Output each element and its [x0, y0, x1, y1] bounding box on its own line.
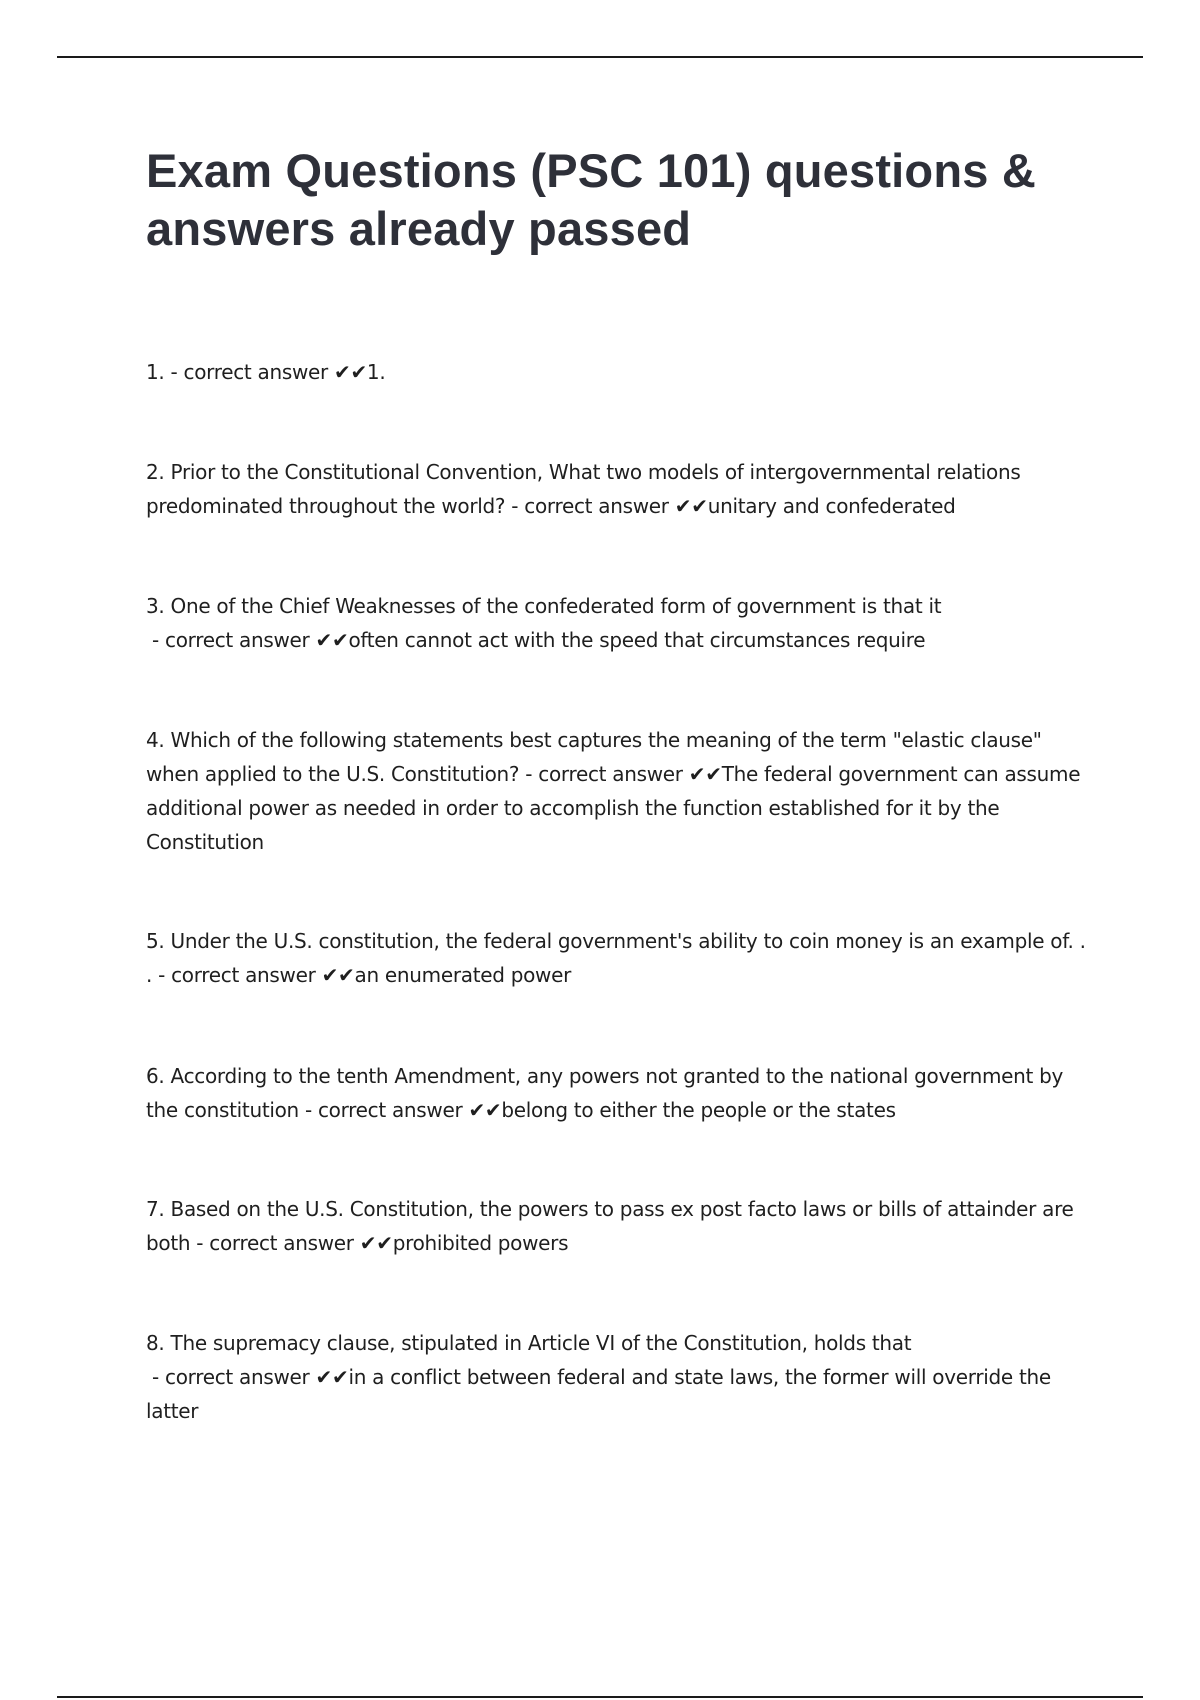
answer-text: in a conflict between federal and state laws, the former will override the latter [146, 1365, 1051, 1423]
question-text: 7. Based on the U.S. Constitution, the powers to pass ex post facto laws or bills of attainder are both [146, 1197, 1074, 1255]
question-text: 8. The supremacy clause, stipulated in Article VI of the Constitution, holds that [146, 1331, 912, 1355]
check-marks-icon: ✔✔ [315, 1365, 349, 1389]
qa-item-5 [146, 924, 1096, 992]
bottom-divider [57, 1696, 1143, 1698]
qa-item-7 [146, 1192, 1096, 1260]
qa-item-1 [146, 355, 1096, 389]
answer-text: an enumerated power [354, 963, 572, 987]
question-text: 5. Under the U.S. constitution, the federal government's ability to coin money is an example of. . . [146, 929, 1086, 987]
check-marks-icon: ✔✔ [315, 628, 349, 652]
top-divider [57, 56, 1143, 58]
answer-text: The federal government can assume additional power as needed in order to accomplish the function established for it by the Constitution [146, 762, 1081, 854]
question-text: 4. Which of the following statements best captures the meaning of the term "elastic clause" when applied to the U.S. Constitution? [146, 728, 1042, 786]
qa-item-4 [146, 723, 1096, 859]
answer-text: unitary and confederated [707, 494, 956, 518]
check-marks-icon: ✔✔ [468, 1098, 502, 1122]
qa-item-6 [146, 1059, 1096, 1127]
qa-item-3 [146, 589, 1096, 657]
answer-text: belong to either the people or the states [501, 1098, 896, 1122]
check-marks-icon: ✔✔ [674, 494, 708, 518]
check-marks-icon: ✔✔ [359, 1231, 393, 1255]
answer-separator: - correct answer [519, 762, 689, 786]
answer-separator: - correct answer [298, 1098, 469, 1122]
answer-separator: - correct answer [164, 360, 334, 384]
answer-separator: - correct answer [146, 1365, 316, 1389]
check-marks-icon: ✔✔ [334, 360, 367, 384]
qa-item-2 [146, 455, 1096, 523]
question-text: 1. [146, 360, 165, 384]
answer-separator: - correct answer [505, 494, 675, 518]
question-text: 3. One of the Chief Weaknesses of the confederated form of government is that it [146, 594, 942, 618]
qa-item-8 [146, 1326, 1096, 1428]
answer-separator: - correct answer [190, 1231, 360, 1255]
answer-text: 1. [366, 360, 386, 384]
check-marks-icon: ✔✔ [688, 762, 722, 786]
question-text: 6. According to the tenth Amendment, any powers not granted to the national government by the constitution [146, 1064, 1064, 1122]
document-title: Exam Questions (PSC 101) questions & answers already passed [146, 144, 1036, 255]
answer-text: often cannot act with the speed that circumstances require [348, 628, 926, 652]
answer-text: prohibited powers [392, 1231, 569, 1255]
answer-separator: - correct answer [152, 963, 322, 987]
check-marks-icon: ✔✔ [321, 963, 355, 987]
question-text: 2. Prior to the Constitutional Convention, What two models of intergovernmental relations predominated throughout the world? [146, 460, 1021, 518]
answer-separator: - correct answer [146, 628, 316, 652]
